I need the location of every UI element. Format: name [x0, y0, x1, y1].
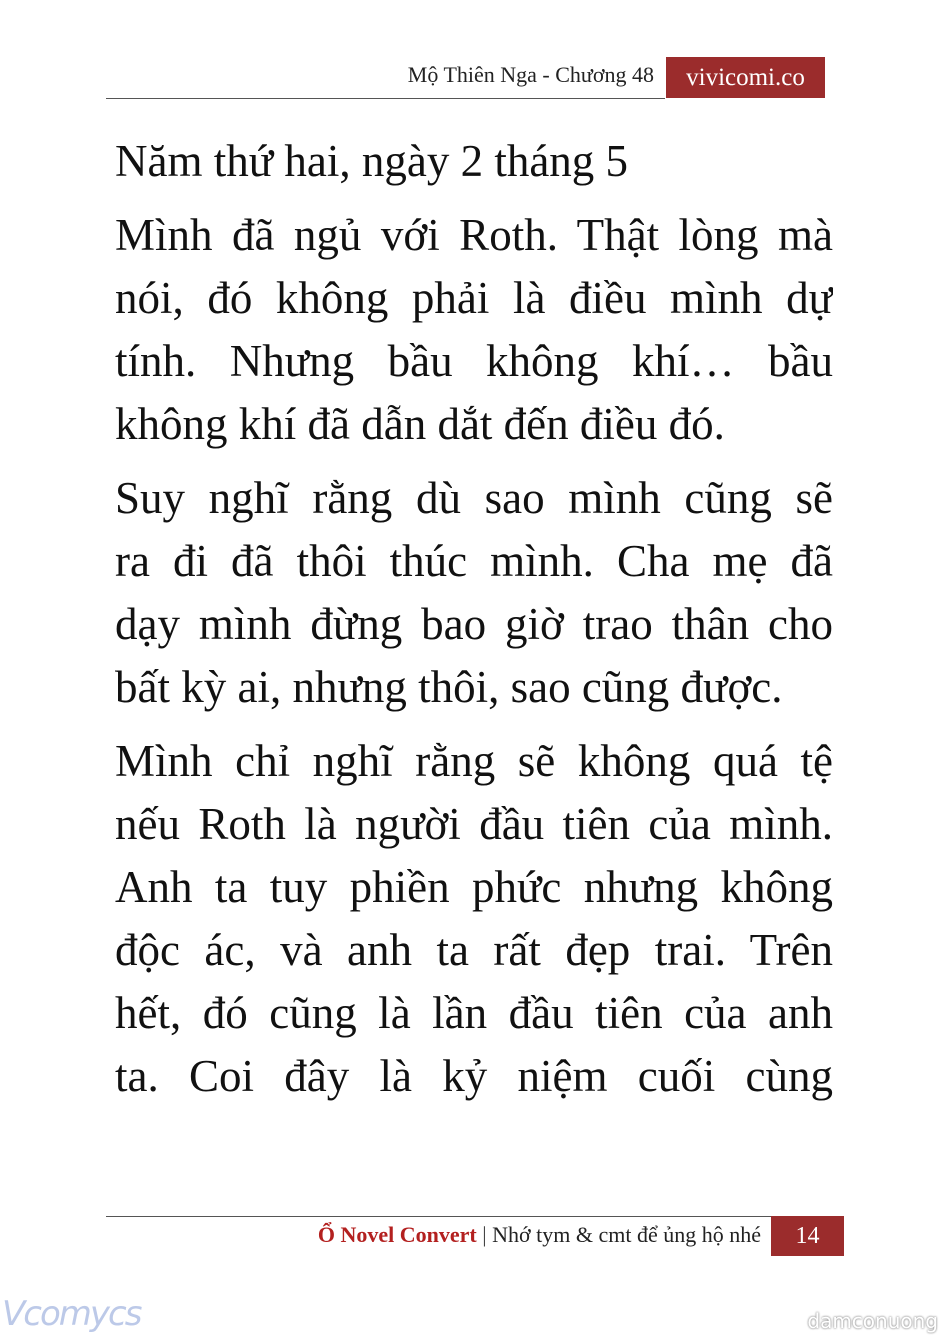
text-line: bất kỳ ai, nhưng thôi, sao cũng được.: [115, 662, 783, 712]
text-line: nói, đó không phải là điều mình dự: [115, 273, 833, 323]
text-line: Anh ta tuy phiền phức nhưng không: [115, 862, 833, 912]
watermark-right: damconuong: [807, 1309, 938, 1333]
text-line: ta. Coi đây là kỷ niệm cuối cùng: [115, 1051, 833, 1101]
paragraph-gap: [115, 193, 833, 204]
text-line: Mình đã ngủ với Roth. Thật lòng mà: [115, 210, 833, 260]
footer-note: Nhớ tym & cmt để ủng hộ nhé: [492, 1222, 761, 1247]
footer-brand: Ổ Novel Convert: [317, 1222, 477, 1247]
text-line: ra đi đã thôi thúc mình. Cha mẹ đã: [115, 536, 833, 586]
footer-divider: [106, 1216, 844, 1217]
site-badge[interactable]: vivicomi.co: [666, 57, 825, 98]
header-divider: [106, 98, 665, 99]
text-line: dạy mình đừng bao giờ trao thân cho: [115, 599, 833, 649]
watermark-left: Vcomycs: [2, 1294, 141, 1334]
text-line: không khí đã dẫn dắt đến điều đó.: [115, 399, 725, 449]
paragraph-gap: [115, 456, 833, 467]
text-line: độc ác, và anh ta rất đẹp trai. Trên: [115, 925, 833, 975]
header-title: Mộ Thiên Nga - Chương 48: [407, 62, 654, 87]
paragraph-gap: [115, 719, 833, 730]
text-line: nếu Roth là người đầu tiên của mình.: [115, 799, 833, 849]
page-body: [115, 130, 833, 1108]
footer-separator: |: [482, 1222, 487, 1247]
text-line: Suy nghĩ rằng dù sao mình cũng sẽ: [115, 473, 833, 523]
text-line: tính. Nhưng bầu không khí… bầu: [115, 336, 833, 386]
text-line: hết, đó cũng là lần đầu tiên của anh: [115, 988, 833, 1038]
text-line: Mình chỉ nghĩ rằng sẽ không quá tệ: [115, 736, 833, 786]
entry-heading: Năm thứ hai, ngày 2 tháng 5: [115, 136, 629, 186]
page-number: 14: [771, 1216, 844, 1256]
footer-text: [0, 1222, 761, 1248]
